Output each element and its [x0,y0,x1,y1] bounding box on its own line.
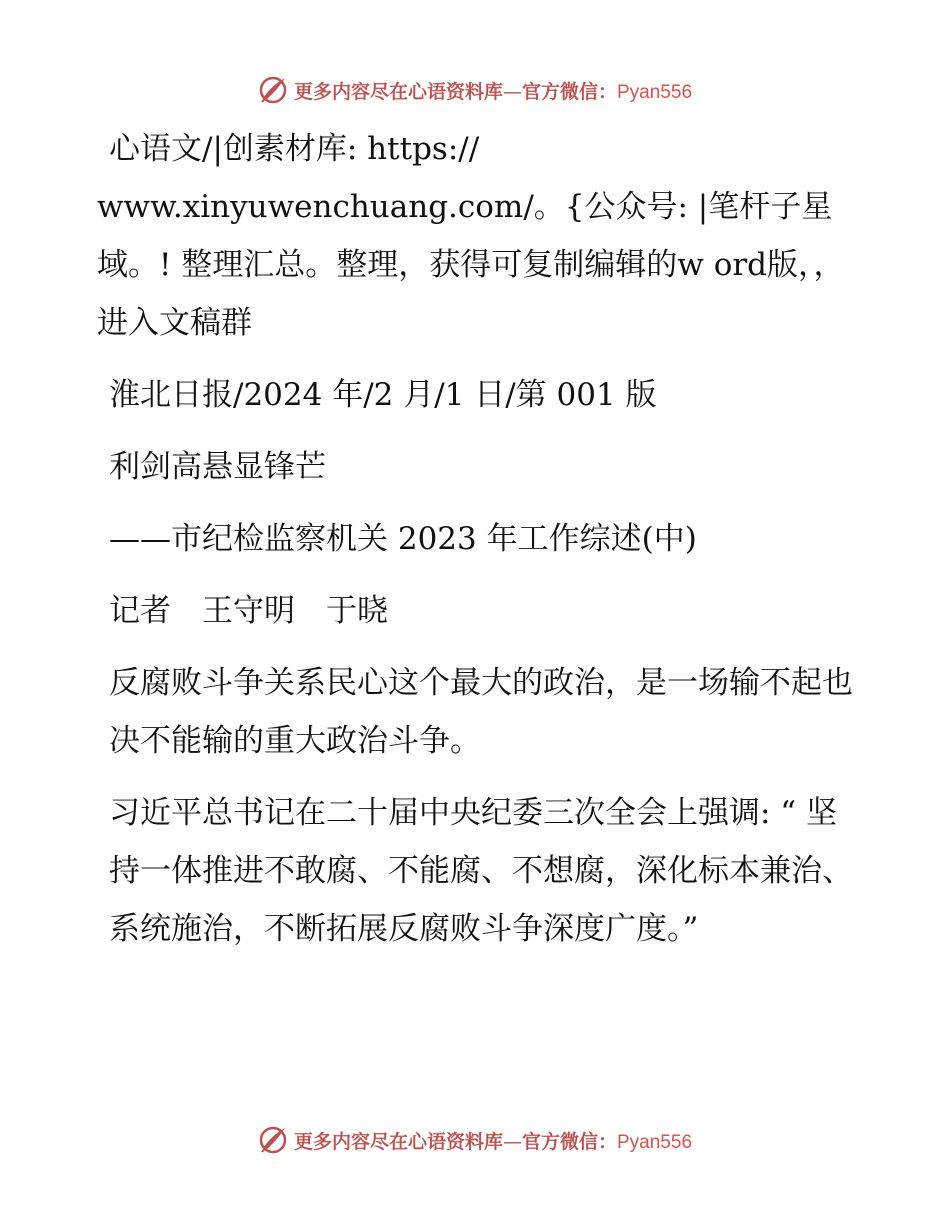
banner-official-label: 官方微信： [521,80,617,103]
document-body [97,120,857,958]
body-paragraph: 习近平总书记在二十届中央纪委三次全会上强调: “ 坚持一体推进不敢腐、不能腐、不想腐，深化标本兼治、系统施治，不断拓展反腐败斗争深度广度。” [109,795,853,947]
banner-wechat-id: Pyan556 [617,1131,693,1153]
banner-official-label: 官方微信： [521,1130,617,1153]
byline: 记者 王守明 于晓 [109,593,388,629]
banner-separator: — [502,80,522,103]
quill-circle-logo-icon [258,1125,288,1155]
intro-line-2: www.xinyuwenchuang.com/。{公众号: |笔杆子星域。! 整理汇总。整理，获得可复制编辑的w ord版，，进入文稿群 [97,189,845,341]
banner-separator: — [502,1130,522,1153]
banner-text [294,1127,692,1154]
intro-line-1: 心语文/|创素材库: https:// [109,131,480,167]
article-subheadline: ——市纪检监察机关 2023 年工作综述(中) [109,521,697,557]
dateline: 淮北日报/2024 年/2 月/1 日/第 001 版 [109,377,657,413]
banner-main-text: 更多内容尽在心语资料库 [293,1130,503,1153]
article-headline: 利剑高悬显锋芒 [109,449,326,485]
banner-wechat-id: Pyan556 [617,81,693,103]
banner-main-text: 更多内容尽在心语资料库 [293,80,503,103]
body-paragraph: 反腐败斗争关系民心这个最大的政治，是一场输不起也决不能输的重大政治斗争。 [109,665,853,759]
header-banner [0,70,950,110]
quill-circle-logo-icon [258,75,288,105]
banner-text [294,77,692,104]
footer-banner [0,1120,950,1160]
